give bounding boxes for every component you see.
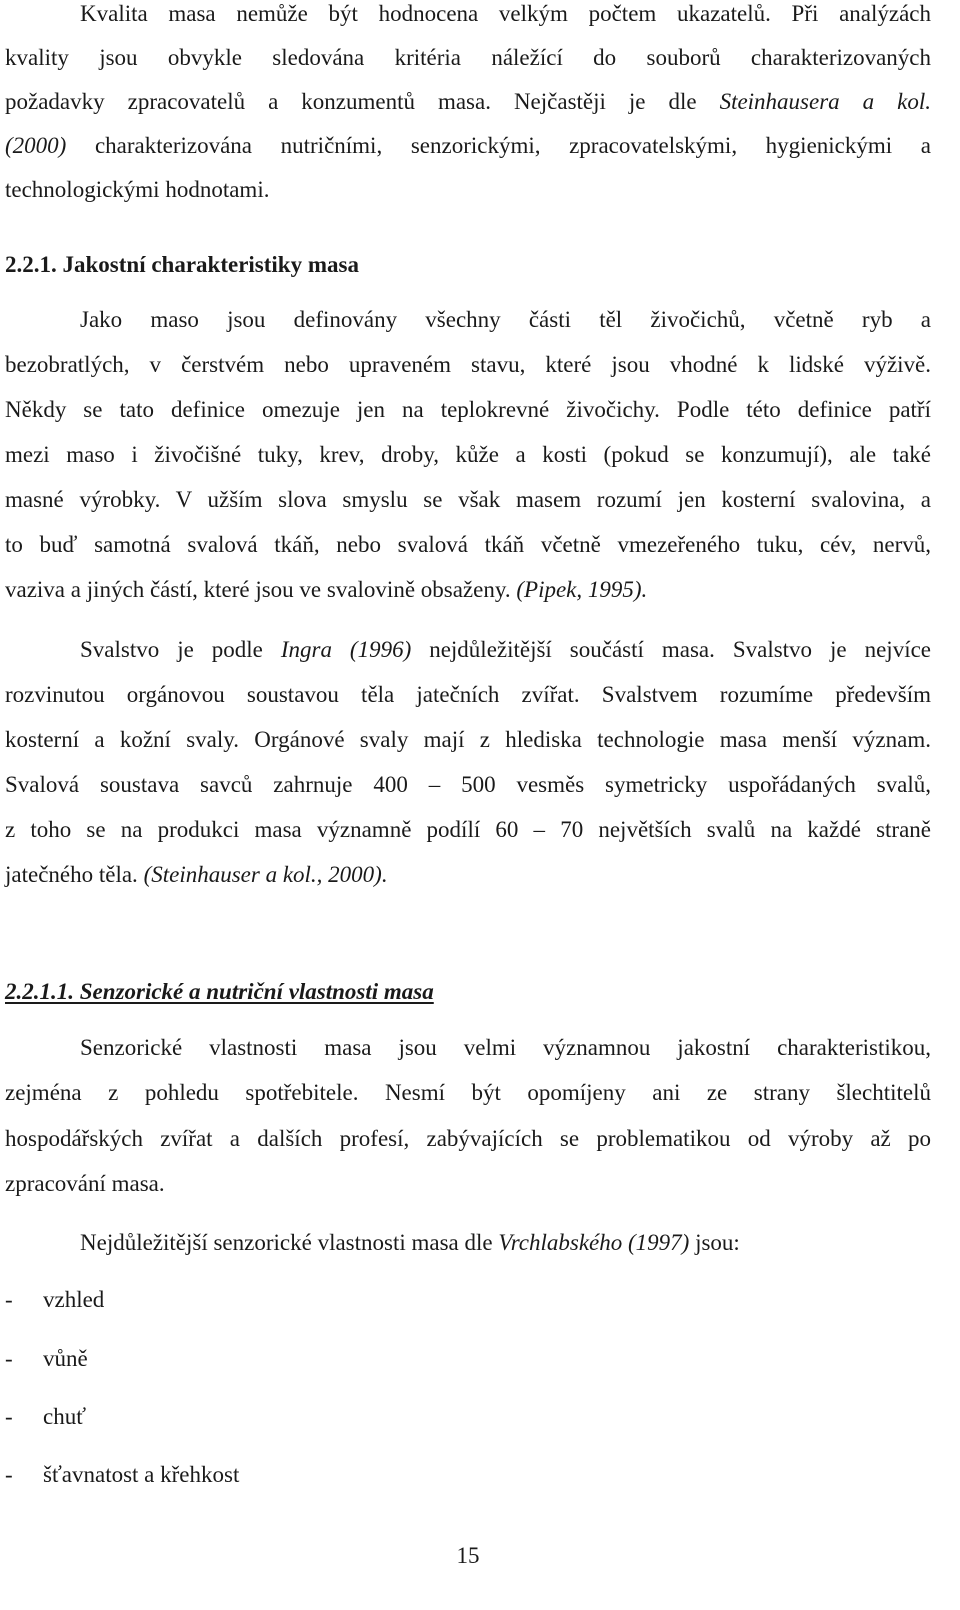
para2-line1: Jako maso jsou definovány všechny části těl živočichů, včetně ryb a [80,307,931,332]
citation-ingr: Ingra (1996) [280,637,412,662]
list-item-text: vůně [43,1346,88,1371]
para1-line2: kvality jsou obvykle sledována kritéria náležící do souborů charakterizovaných [5,45,931,70]
citation-steinhauser: Steinhausera a kol. [719,89,931,114]
para3-line3: kosterní a kožní svaly. Orgánové svaly mají z hlediska technologie masa menší význam. [5,727,931,752]
section-heading-2-2-1-1: 2.2.1.1. Senzorické a nutriční vlastnosti masa [5,979,434,1004]
para3-line6 [5,861,931,889]
para2-line4: mezi maso i živočišné tuky, krev, droby, kůže a kosti (pokud se konzumují), ale také [5,442,931,467]
list-item-text: vzhled [43,1287,105,1312]
citation-pipek: (Pipek, 1995). [516,577,648,602]
para4-line1: Senzorické vlastnosti masa jsou velmi významnou jakostní charakteristikou, [80,1035,931,1060]
para1-line3 [5,88,931,116]
para4-line3: hospodářských zvířat a dalších profesí, zabývajících se problematikou od výroby až po [5,1126,931,1151]
para1-line5: technologickými hodnotami. [5,177,270,202]
para2-line6: to buď samotná svalová tkáň, nebo svalová tkáň včetně vmezeřeného tuku, cév, nervů, [5,532,931,557]
list-item [5,1403,86,1431]
para3-line1 [80,636,931,664]
para5-text: Nejdůležitější senzorické vlastnosti masa dle [80,1230,499,1255]
para4-line2: zejména z pohledu spotřebitele. Nesmí být opomíjeny ani ze strany šlechtitelů [5,1080,931,1105]
section-heading-2-2-1: 2.2.1. Jakostní charakteristiky masa [5,252,359,277]
para2-line2: bezobratlých, v čerstvém nebo upraveném stavu, které jsou vhodné k lidské výživě. [5,352,931,377]
list-dash: - [5,1462,13,1487]
para3-line5: z toho se na produkci masa významně podílí 60 – 70 největších svalů na každé straně [5,817,931,842]
list-dash: - [5,1346,13,1371]
list-item-text: chuť [43,1404,87,1429]
list-item [5,1345,88,1373]
para5-line1 [80,1229,931,1257]
para3-line2: rozvinutou orgánovou soustavou těla jatečních zvířat. Svalstvem rozumíme především [5,682,931,707]
list-item-text: šťavnatost a křehkost [43,1462,240,1487]
para1-text: charakterizována nutričními, senzorickými, zpracovatelskými, hygienickými a [66,133,931,158]
list-item [5,1286,104,1314]
para3-line4: Svalová soustava savců zahrnuje 400 – 500 vesměs symetricky uspořádaných svalů, [5,772,931,797]
para2-line3: Někdy se tato definice omezuje jen na teplokrevné živočichy. Podle této definice patří [5,397,931,422]
para3-text: Svalstvo je podle [80,637,281,662]
para4-line4: zpracování masa. [5,1171,165,1196]
para5-text: jsou: [689,1230,740,1255]
list-dash: - [5,1287,13,1312]
para2-line5: masné výrobky. V užším slova smyslu se však masem rozumí jen kosterní svalovina, a [5,487,931,512]
para2-line7 [5,576,931,604]
citation-year: (2000) [5,133,67,158]
para2-text: vaziva a jiných částí, které jsou ve svalovině obsaženy. [5,577,517,602]
list-item [5,1461,239,1489]
para1-line1: Kvalita masa nemůže být hodnocena velkým počtem ukazatelů. Při analýzách [80,1,931,26]
page-number: 15 [456,1543,480,1568]
para3-text: nejdůležitější součástí masa. Svalstvo je nejvíce [411,637,931,662]
para1-line4 [5,132,931,160]
citation-steinhauser-2000: (Steinhauser a kol., 2000). [143,862,388,887]
citation-vrchlabsky: Vrchlabského (1997) [498,1230,690,1255]
para3-text: jatečného těla. [5,862,144,887]
para1-text: požadavky zpracovatelů a konzumentů masa. Nejčastěji je dle [5,89,720,114]
list-dash: - [5,1404,13,1429]
